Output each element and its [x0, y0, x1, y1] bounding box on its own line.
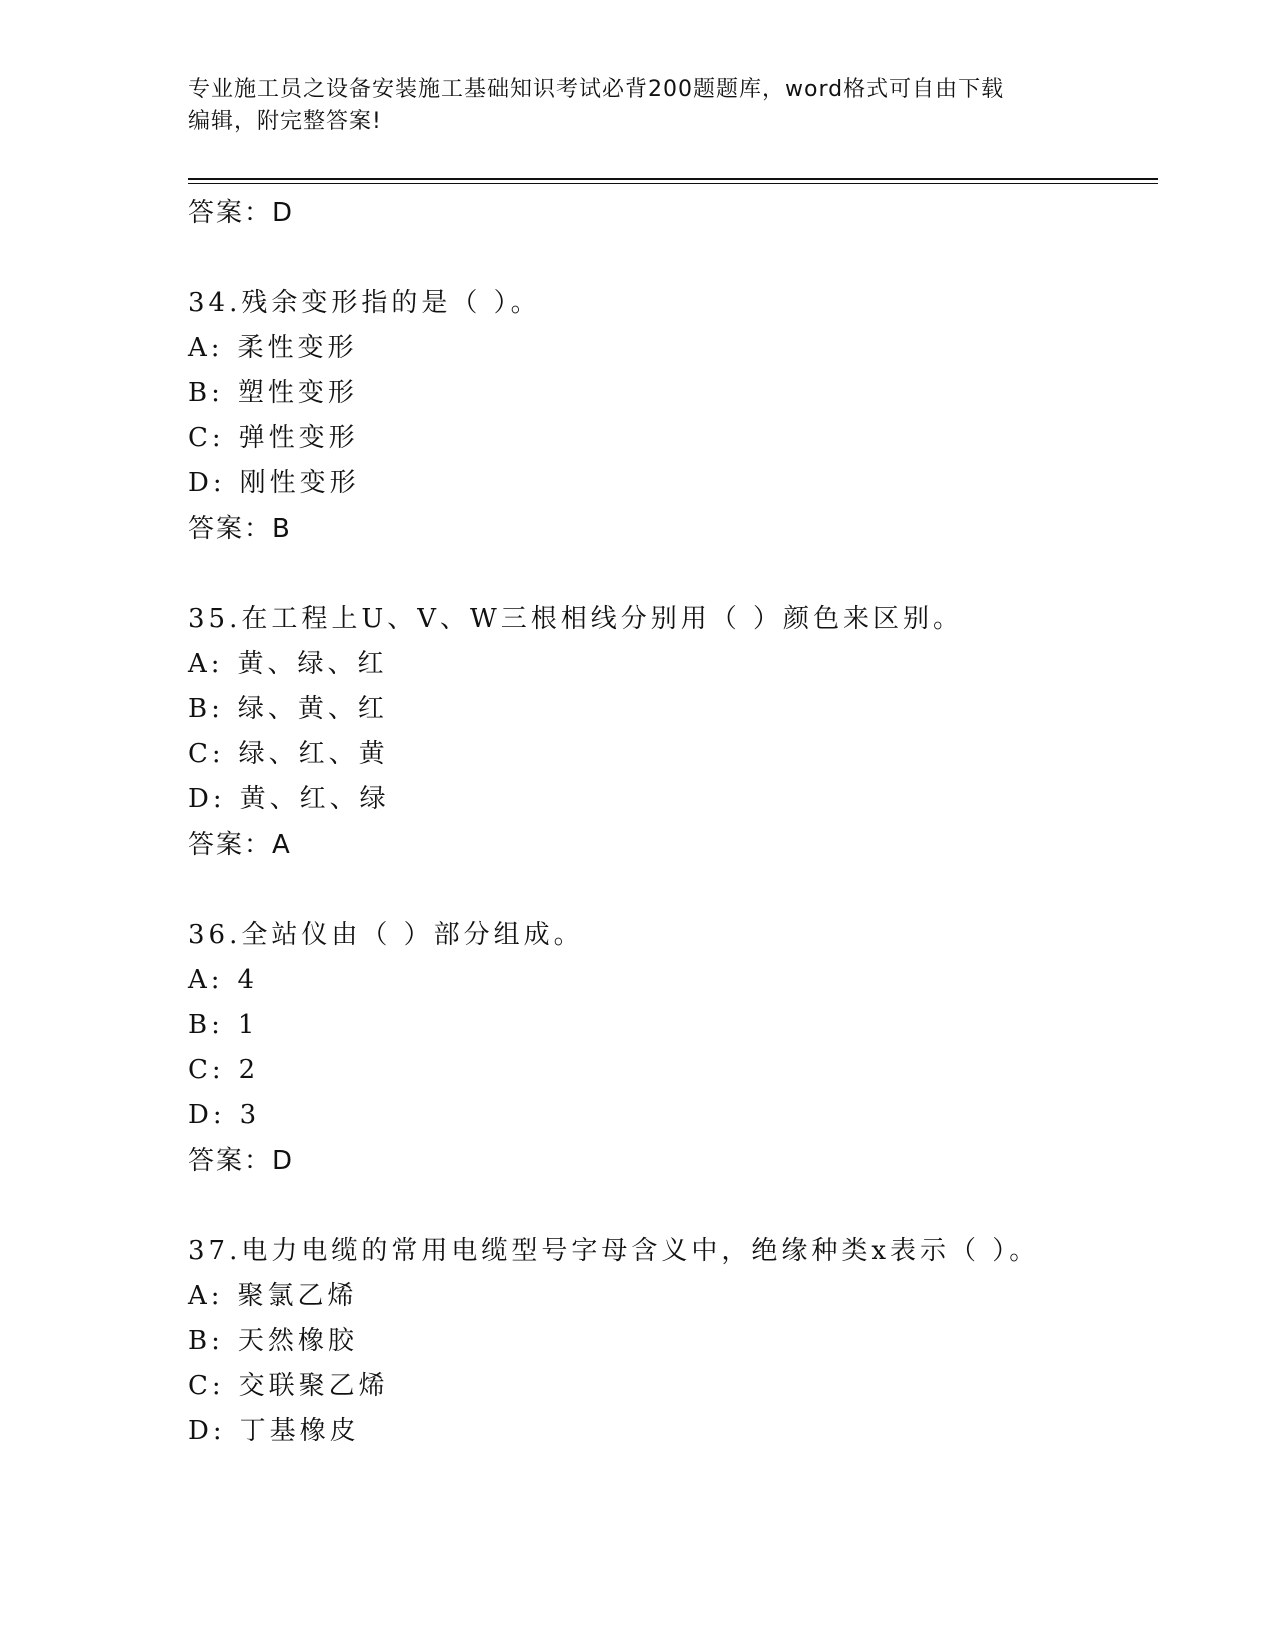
- option-d: [188, 461, 1158, 506]
- option-letter: D:: [188, 468, 226, 498]
- question-text: 34.残余变形指的是（ ）。: [188, 288, 541, 318]
- option-letter: D:: [188, 784, 226, 814]
- option-letter: C:: [188, 423, 225, 453]
- option-d: [188, 1409, 1158, 1454]
- header-rule-thick: [188, 178, 1158, 180]
- option-text: 2: [238, 1055, 260, 1085]
- option-a: [188, 642, 1158, 687]
- option-text: 4: [237, 965, 259, 995]
- option-text: 交联聚乙烯: [238, 1371, 389, 1401]
- header-line-1: 专业施工员之设备安装施工基础知识考试必背200题题库，word格式可自由下载: [188, 77, 1005, 102]
- option-text: 1: [237, 1010, 259, 1040]
- option-letter: C:: [188, 739, 225, 769]
- answer-line: 答案：B: [188, 514, 292, 544]
- answer-line: 答案：A: [188, 830, 292, 860]
- header-line-2: 编辑，附完整答案!: [188, 109, 382, 134]
- document-header: [188, 74, 1068, 138]
- answer-line: 答案：D: [188, 1146, 295, 1176]
- option-text: 黄、绿、红: [237, 649, 388, 679]
- option-c: [188, 1048, 1158, 1093]
- option-b: [188, 687, 1158, 732]
- question-block: [188, 912, 1158, 1184]
- option-text: 刚性变形: [239, 468, 360, 498]
- option-letter: A:: [188, 1281, 224, 1311]
- question-list: [188, 190, 1158, 1454]
- option-text: 绿、黄、红: [237, 694, 388, 724]
- option-letter: B:: [188, 1010, 224, 1040]
- option-text: 聚氯乙烯: [237, 1281, 358, 1311]
- question-block: [188, 280, 1158, 552]
- question-text: 36.全站仪由（ ）部分组成。: [188, 920, 584, 950]
- option-b: [188, 371, 1158, 416]
- option-text: 绿、红、黄: [238, 739, 389, 769]
- option-d: [188, 777, 1158, 822]
- option-a: [188, 326, 1158, 371]
- option-text: 黄、红、绿: [239, 784, 390, 814]
- question-text: 37.电力电缆的常用电缆型号字母含义中，绝缘种类x表示（ ）。: [188, 1236, 1040, 1266]
- option-text: 丁基橡皮: [239, 1416, 360, 1446]
- option-letter: A:: [188, 965, 224, 995]
- option-letter: C:: [188, 1371, 225, 1401]
- option-letter: A:: [188, 649, 224, 679]
- header-rule-thin: [188, 183, 1158, 184]
- question-block: [188, 596, 1158, 868]
- option-letter: D:: [188, 1416, 226, 1446]
- option-b: [188, 1319, 1158, 1364]
- option-c: [188, 1364, 1158, 1409]
- option-text: 柔性变形: [237, 333, 358, 363]
- option-letter: D:: [188, 1100, 226, 1130]
- option-a: [188, 1274, 1158, 1319]
- option-letter: B:: [188, 1326, 224, 1356]
- option-b: [188, 1003, 1158, 1048]
- question-text: 35.在工程上U、V、W三根相线分别用（ ）颜色来区别。: [188, 604, 964, 634]
- option-text: 3: [239, 1100, 261, 1130]
- option-letter: A:: [188, 333, 224, 363]
- option-c: [188, 416, 1158, 461]
- option-letter: B:: [188, 378, 224, 408]
- option-letter: B:: [188, 694, 224, 724]
- option-text: 塑性变形: [237, 378, 358, 408]
- prev-answer: 答案：D: [188, 198, 295, 228]
- option-d: [188, 1093, 1158, 1138]
- option-text: 天然橡胶: [237, 1326, 358, 1356]
- option-letter: C:: [188, 1055, 225, 1085]
- option-c: [188, 732, 1158, 777]
- option-text: 弹性变形: [238, 423, 359, 453]
- option-a: [188, 958, 1158, 1003]
- question-block: [188, 1228, 1158, 1454]
